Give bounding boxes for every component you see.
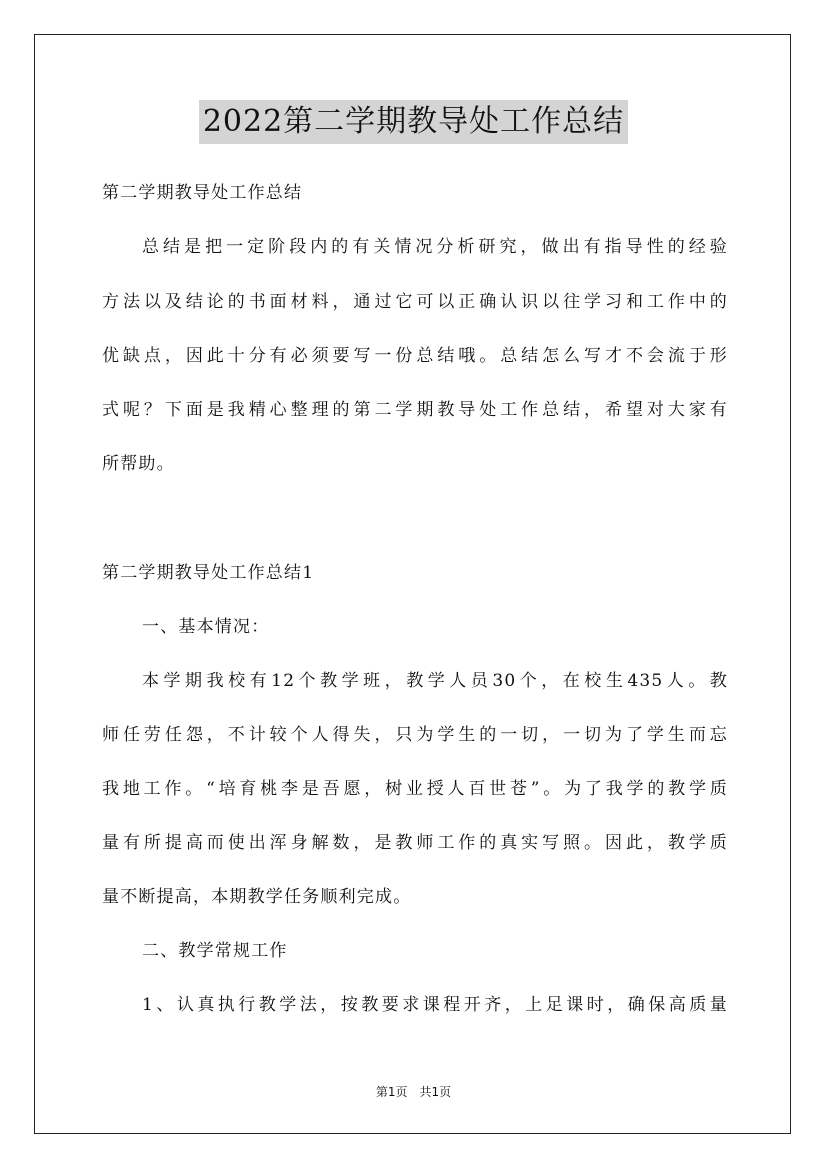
- paragraph-line: 我地工作。“培育桃李是吾愿，树业授人百世苍”。为了我学的教学质: [102, 779, 728, 799]
- paragraph-line: 本学期我校有12个教学班，教学人员30个，在校生435人。教: [142, 671, 728, 691]
- paragraph-line: 总结是把一定阶段内的有关情况分析研究，做出有指导性的经验: [142, 237, 728, 257]
- subtitle-line: 第二学期教导处工作总结: [102, 183, 303, 203]
- paragraph-line: 方法以及结论的书面材料，通过它可以正确认识以往学习和工作中的: [102, 292, 728, 312]
- paragraph-line: 1、认真执行教学法，按教要求课程开齐，上足课时，确保高质量: [142, 995, 728, 1015]
- section-heading: 第二学期教导处工作总结1: [102, 563, 315, 583]
- paragraph-line: 量不断提高，本期教学任务顺利完成。: [102, 887, 412, 907]
- paragraph-line: 师任劳任怨，不计较个人得失，只为学生的一切，一切为了学生而忘: [102, 725, 728, 745]
- document-title: 2022第二学期教导处工作总结: [199, 100, 628, 144]
- paragraph-line: 量有所提高而使出浑身解数，是教师工作的真实写照。因此，教学质: [102, 833, 728, 853]
- document-title-wrap: [0, 100, 827, 144]
- subsection-heading: 一、基本情况：: [142, 617, 270, 637]
- paragraph-line: 优缺点，因此十分有必须要写一份总结哦。总结怎么写才不会流于形: [102, 346, 728, 366]
- paragraph-line: 所帮助。: [102, 454, 175, 474]
- paragraph-line: 式呢？下面是我精心整理的第二学期教导处工作总结，希望对大家有: [102, 400, 728, 420]
- page-footer: 第1页 共1页: [375, 1085, 452, 1099]
- subsection-heading: 二、教学常规工作: [142, 941, 288, 961]
